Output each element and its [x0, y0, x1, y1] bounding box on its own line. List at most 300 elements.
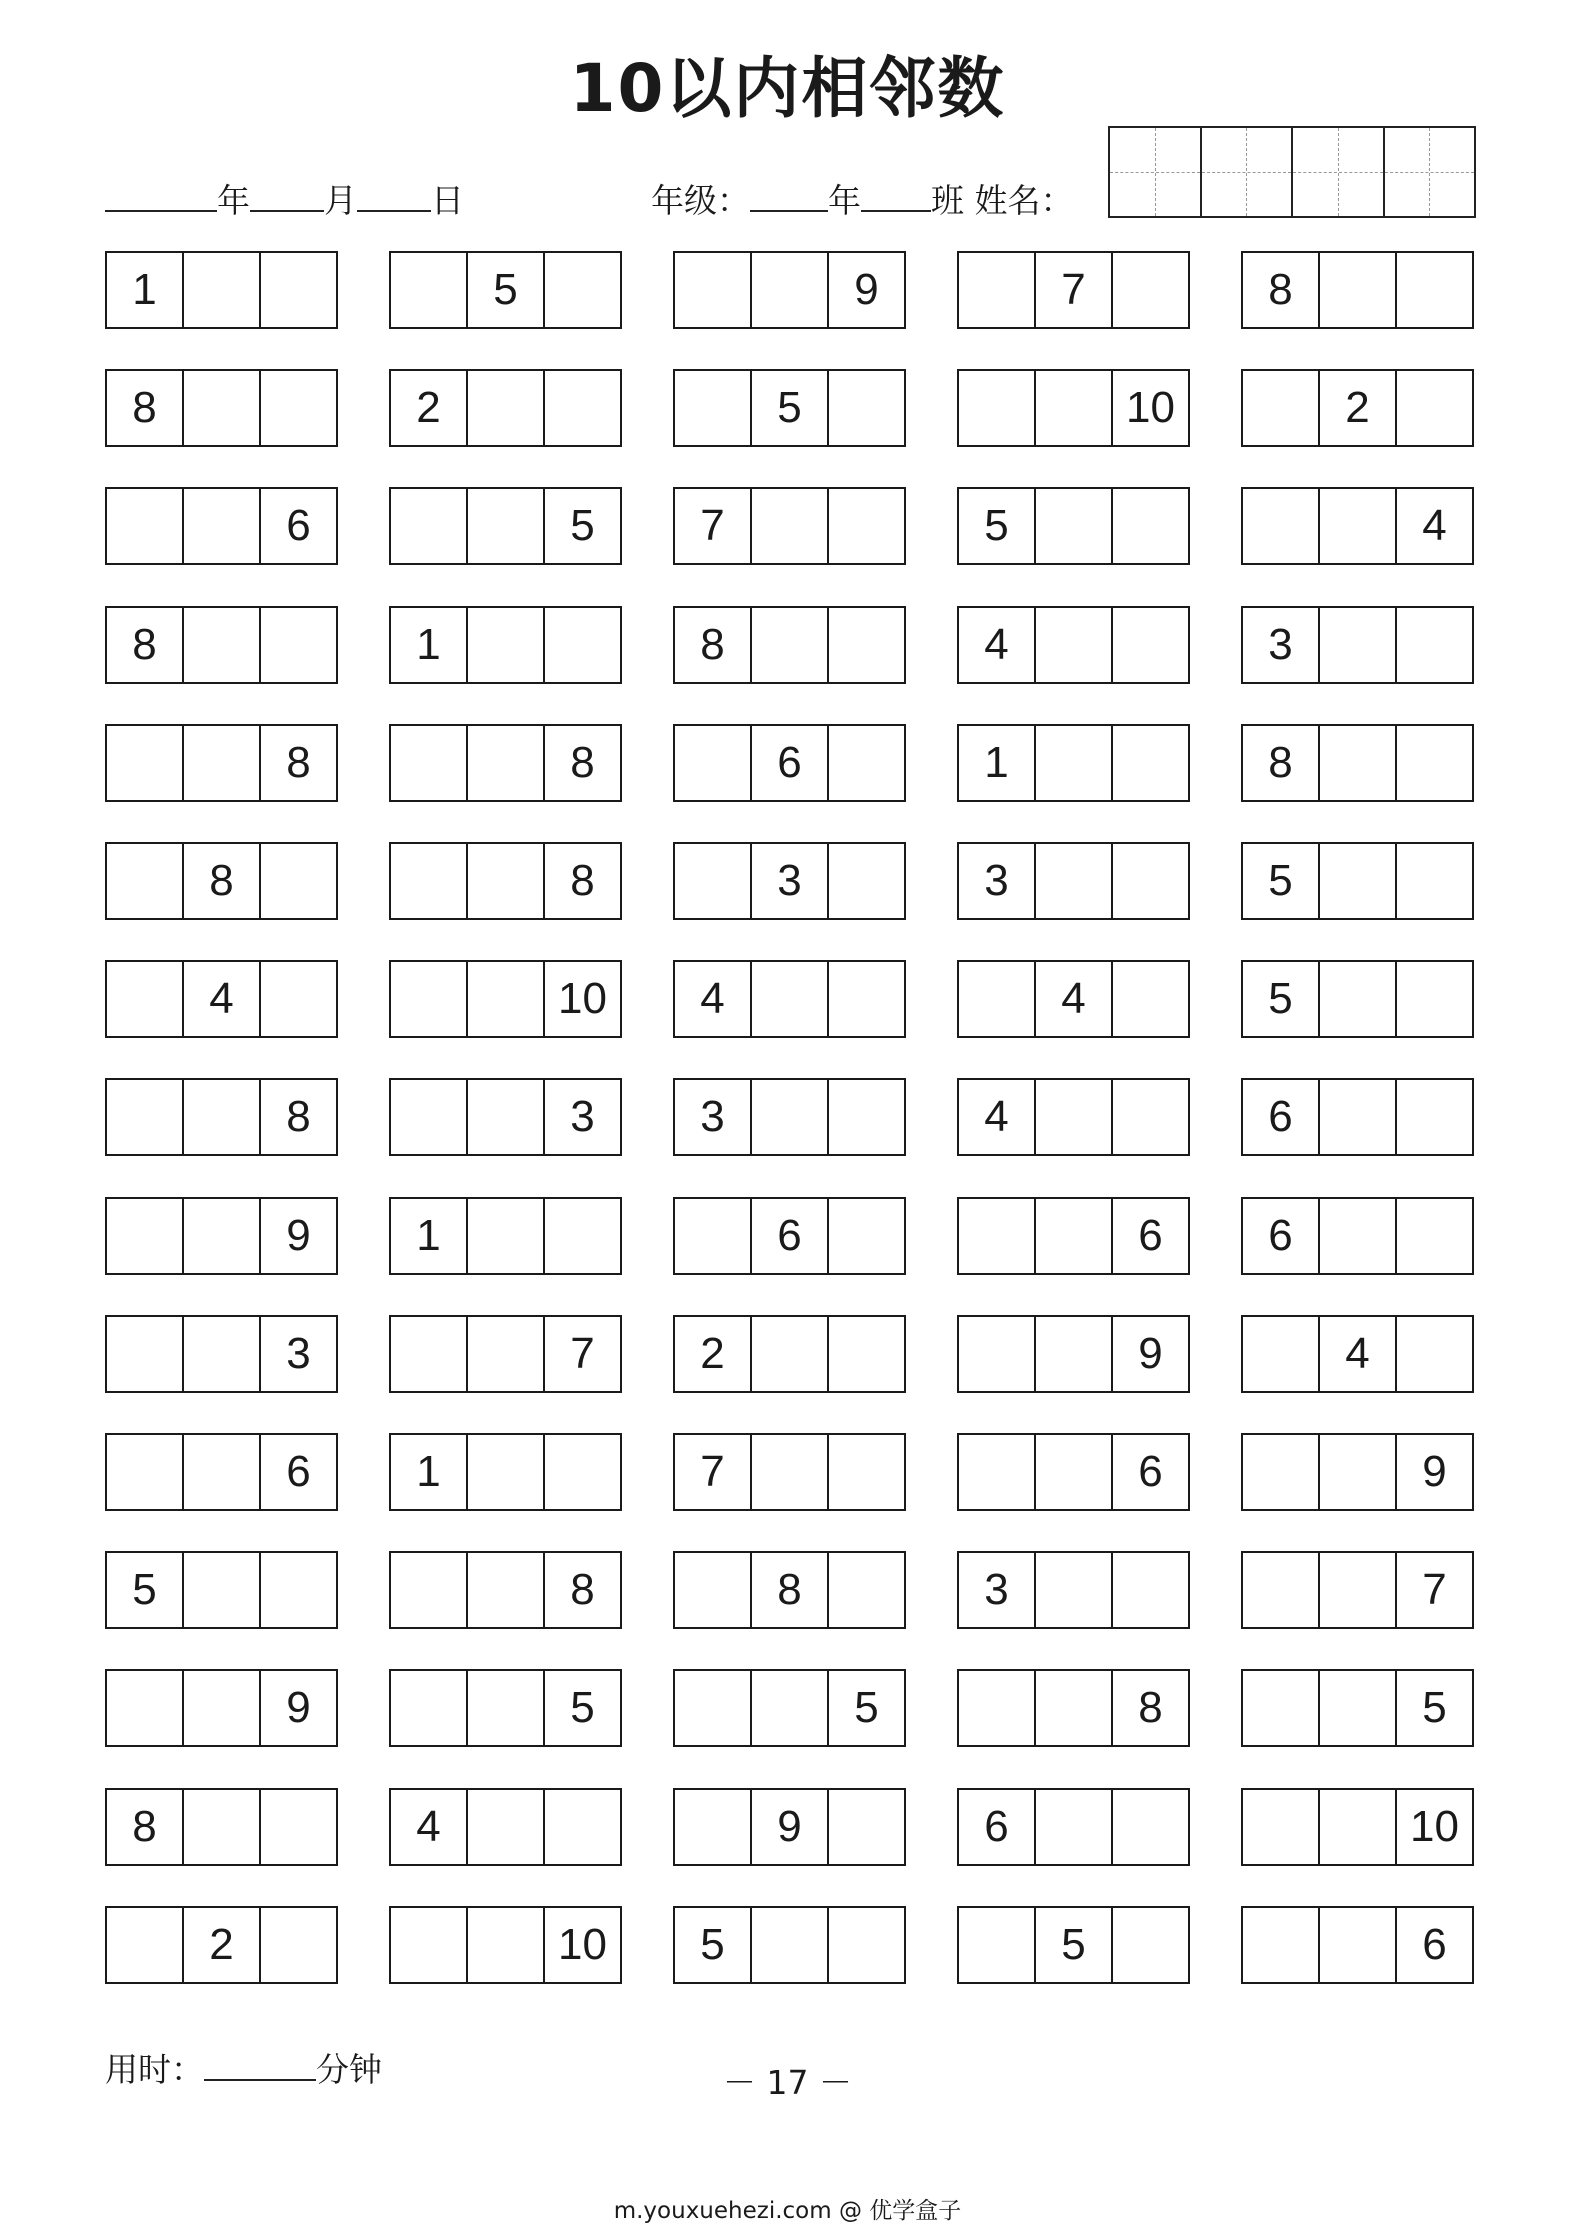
neighbor-number-box	[1241, 1788, 1474, 1866]
answer-cell[interactable]	[1320, 1080, 1397, 1154]
given-number-cell: 6	[1138, 1447, 1163, 1496]
given-number-cell: 8	[107, 608, 184, 682]
neighbor-number-box	[105, 1551, 338, 1629]
neighbor-number-box	[1241, 1433, 1474, 1511]
answer-cell[interactable]	[1397, 371, 1472, 445]
answer-cell[interactable]	[1320, 489, 1397, 563]
answer-cell[interactable]	[261, 1908, 336, 1982]
page-title: 10以内相邻数	[569, 50, 1006, 127]
answer-cell[interactable]	[752, 1317, 829, 1391]
neighbor-number-box	[389, 1669, 622, 1747]
neighbor-number-box	[957, 1078, 1190, 1156]
given-number-cell: 5	[675, 1908, 752, 1982]
answer-cell[interactable]	[107, 962, 184, 1036]
answer-cell[interactable]	[829, 962, 904, 1036]
given-number-cell: 8	[570, 1565, 595, 1614]
answer-cell[interactable]	[1320, 962, 1397, 1036]
answer-cell[interactable]	[1397, 1317, 1472, 1391]
answer-cell[interactable]	[1320, 1435, 1397, 1509]
given-number-cell: 5	[468, 253, 545, 327]
given-number-cell: 5	[107, 1553, 184, 1627]
given-number-cell: 5	[570, 1683, 595, 1732]
answer-cell[interactable]	[675, 1553, 752, 1627]
answer-cell[interactable]	[1397, 962, 1472, 1036]
given-number-cell: 2	[391, 371, 468, 445]
site-watermark: m.youxuehezi.com @ 优学盒子	[613, 2198, 962, 2224]
answer-cell[interactable]	[1320, 1671, 1397, 1745]
answer-cell[interactable]	[261, 1553, 336, 1627]
answer-cell[interactable]	[959, 1435, 1036, 1509]
answer-cell[interactable]	[1113, 1553, 1188, 1627]
neighbor-number-box	[389, 724, 622, 802]
answer-cell[interactable]	[1036, 1199, 1113, 1273]
given-number-cell: 9	[1138, 1329, 1163, 1378]
answer-cell[interactable]	[1243, 1671, 1320, 1745]
answer-cell[interactable]	[829, 1317, 904, 1391]
neighbor-number-box	[673, 1669, 906, 1747]
given-number-cell: 1	[391, 608, 468, 682]
given-number-cell: 4	[1422, 501, 1447, 550]
answer-cell[interactable]	[107, 489, 184, 563]
answer-cell[interactable]	[261, 962, 336, 1036]
answer-cell[interactable]	[261, 371, 336, 445]
given-number-cell: 4	[1036, 962, 1113, 1036]
answer-cell[interactable]	[545, 253, 620, 327]
neighbor-number-box	[105, 1906, 338, 1984]
answer-cell[interactable]	[261, 608, 336, 682]
answer-cell[interactable]	[959, 962, 1036, 1036]
name-writing-cell[interactable]	[1110, 128, 1202, 216]
answer-cell[interactable]	[261, 844, 336, 918]
answer-cell[interactable]	[468, 1790, 545, 1864]
answer-cell[interactable]	[1243, 489, 1320, 563]
neighbor-number-box	[673, 487, 906, 565]
given-number-cell: 1	[391, 1435, 468, 1509]
answer-cell[interactable]	[107, 1435, 184, 1509]
neighbor-number-box	[673, 724, 906, 802]
answer-cell[interactable]	[468, 1199, 545, 1273]
given-number-cell: 9	[854, 265, 879, 314]
neighbor-number-box	[389, 1551, 622, 1629]
answer-cell[interactable]	[959, 1317, 1036, 1391]
answer-cell[interactable]	[391, 1317, 468, 1391]
answer-cell[interactable]	[391, 1553, 468, 1627]
answer-cell[interactable]	[1113, 608, 1188, 682]
neighbor-number-box	[1241, 1551, 1474, 1629]
answer-cell[interactable]	[959, 1671, 1036, 1745]
answer-cell[interactable]	[1036, 1080, 1113, 1154]
answer-cell[interactable]	[184, 489, 261, 563]
neighbor-number-box	[1241, 960, 1474, 1038]
neighbor-number-box	[105, 487, 338, 565]
answer-cell[interactable]	[545, 1790, 620, 1864]
neighbor-number-box	[105, 960, 338, 1038]
given-number-cell: 9	[1422, 1447, 1447, 1496]
name-label: 姓名：	[974, 181, 1074, 220]
answer-cell[interactable]	[468, 726, 545, 800]
answer-cell[interactable]	[468, 962, 545, 1036]
answer-cell[interactable]	[1036, 1435, 1113, 1509]
neighbor-number-box	[957, 1197, 1190, 1275]
given-number-cell: 8	[107, 1790, 184, 1864]
neighbor-number-box	[389, 1197, 622, 1275]
answer-cell[interactable]	[1243, 1553, 1320, 1627]
answer-cell[interactable]	[1397, 1080, 1472, 1154]
answer-cell[interactable]	[468, 371, 545, 445]
neighbor-number-box	[957, 1788, 1190, 1866]
answer-cell[interactable]	[391, 489, 468, 563]
given-number-cell: 1	[959, 726, 1036, 800]
answer-cell[interactable]	[1320, 1553, 1397, 1627]
given-number-cell: 10	[1410, 1802, 1459, 1851]
answer-cell[interactable]	[184, 1553, 261, 1627]
neighbor-number-box	[673, 960, 906, 1038]
neighbor-number-box	[1241, 369, 1474, 447]
answer-cell[interactable]	[752, 608, 829, 682]
neighbor-number-box	[389, 369, 622, 447]
answer-cell[interactable]	[468, 1080, 545, 1154]
neighbor-number-box	[957, 724, 1190, 802]
time-label: 用时：	[105, 2050, 204, 2089]
neighbor-number-box	[673, 369, 906, 447]
answer-cell[interactable]	[1036, 1671, 1113, 1745]
answer-cell[interactable]	[391, 844, 468, 918]
neighbor-number-box	[957, 369, 1190, 447]
neighbor-number-box	[957, 960, 1190, 1038]
answer-cell[interactable]	[829, 1908, 904, 1982]
answer-cell[interactable]	[391, 962, 468, 1036]
answer-cell[interactable]	[1320, 1790, 1397, 1864]
answer-cell[interactable]	[107, 844, 184, 918]
answer-cell[interactable]	[1320, 253, 1397, 327]
given-number-cell: 6	[1243, 1199, 1320, 1273]
answer-cell[interactable]	[1113, 844, 1188, 918]
answer-cell[interactable]	[1320, 1199, 1397, 1273]
date-line	[105, 176, 464, 225]
answer-cell[interactable]	[829, 1199, 904, 1273]
answer-cell[interactable]	[1113, 962, 1188, 1036]
year-label: 年	[217, 181, 250, 220]
neighbor-number-box	[1241, 487, 1474, 565]
given-number-cell: 6	[752, 726, 829, 800]
answer-cell[interactable]	[107, 1080, 184, 1154]
day-blank[interactable]	[357, 176, 431, 212]
answer-cell[interactable]	[184, 1080, 261, 1154]
neighbor-number-box	[389, 960, 622, 1038]
answer-cell[interactable]	[107, 1908, 184, 1982]
answer-cell[interactable]	[468, 1435, 545, 1509]
answer-cell[interactable]	[752, 1671, 829, 1745]
answer-cell[interactable]	[107, 1671, 184, 1745]
given-number-cell: 10	[558, 1920, 607, 1969]
given-number-cell: 6	[959, 1790, 1036, 1864]
given-number-cell: 7	[675, 1435, 752, 1509]
answer-cell[interactable]	[261, 1790, 336, 1864]
answer-cell[interactable]	[1113, 726, 1188, 800]
answer-cell[interactable]	[1320, 844, 1397, 918]
answer-cell[interactable]	[829, 844, 904, 918]
answer-cell[interactable]	[391, 253, 468, 327]
given-number-cell: 5	[570, 501, 595, 550]
answer-cell[interactable]	[752, 1908, 829, 1982]
day-label: 日	[431, 181, 464, 220]
answer-cell[interactable]	[468, 1908, 545, 1982]
answer-cell[interactable]	[1113, 1908, 1188, 1982]
given-number-cell: 8	[1243, 726, 1320, 800]
neighbor-number-box	[105, 606, 338, 684]
answer-cell[interactable]	[1320, 1908, 1397, 1982]
answer-cell[interactable]	[545, 1435, 620, 1509]
neighbor-number-box	[1241, 1669, 1474, 1747]
answer-cell[interactable]	[1397, 253, 1472, 327]
neighbor-number-box	[673, 1078, 906, 1156]
neighbor-number-box	[673, 1906, 906, 1984]
answer-cell[interactable]	[675, 253, 752, 327]
neighbor-number-box	[389, 842, 622, 920]
answer-cell[interactable]	[829, 726, 904, 800]
name-writing-grid[interactable]	[1108, 126, 1476, 218]
answer-cell[interactable]	[1036, 726, 1113, 800]
answer-cell[interactable]	[1320, 608, 1397, 682]
neighbor-number-box	[957, 1315, 1190, 1393]
answer-cell[interactable]	[1036, 844, 1113, 918]
answer-cell[interactable]	[675, 371, 752, 445]
neighbor-number-box	[1241, 251, 1474, 329]
month-blank[interactable]	[250, 176, 324, 212]
given-number-cell: 5	[1422, 1683, 1447, 1732]
given-number-cell: 8	[1138, 1683, 1163, 1732]
answer-cell[interactable]	[184, 726, 261, 800]
answer-cell[interactable]	[184, 371, 261, 445]
answer-cell[interactable]	[829, 608, 904, 682]
given-number-cell: 6	[1243, 1080, 1320, 1154]
neighbor-number-box	[673, 842, 906, 920]
neighbor-number-box	[1241, 724, 1474, 802]
answer-cell[interactable]	[107, 1317, 184, 1391]
answer-cell[interactable]	[1036, 371, 1113, 445]
given-number-cell: 6	[752, 1199, 829, 1273]
answer-cell[interactable]	[391, 1908, 468, 1982]
given-number-cell: 3	[570, 1092, 595, 1141]
given-number-cell: 10	[558, 974, 607, 1023]
given-number-cell: 2	[675, 1317, 752, 1391]
answer-cell[interactable]	[468, 608, 545, 682]
answer-cell[interactable]	[1243, 1790, 1320, 1864]
answer-cell[interactable]	[829, 1790, 904, 1864]
answer-cell[interactable]	[391, 726, 468, 800]
answer-cell[interactable]	[184, 1790, 261, 1864]
answer-cell[interactable]	[752, 253, 829, 327]
answer-cell[interactable]	[468, 1553, 545, 1627]
neighbor-number-box	[389, 1078, 622, 1156]
given-number-cell: 6	[286, 1447, 311, 1496]
neighbor-number-box	[105, 1433, 338, 1511]
answer-cell[interactable]	[1036, 489, 1113, 563]
grade-year-blank[interactable]	[750, 176, 828, 212]
answer-cell[interactable]	[752, 962, 829, 1036]
given-number-cell: 4	[959, 608, 1036, 682]
given-number-cell: 7	[675, 489, 752, 563]
answer-cell[interactable]	[107, 726, 184, 800]
neighbor-number-box	[673, 1788, 906, 1866]
neighbor-number-box	[673, 1197, 906, 1275]
answer-cell[interactable]	[1243, 1317, 1320, 1391]
neighbor-number-box	[673, 606, 906, 684]
neighbor-number-box	[389, 1906, 622, 1984]
answer-cell[interactable]	[829, 371, 904, 445]
answer-cell[interactable]	[829, 1080, 904, 1154]
minutes-label: 分钟	[316, 2050, 382, 2089]
answer-cell[interactable]	[1243, 371, 1320, 445]
neighbor-number-box	[957, 251, 1190, 329]
given-number-cell: 5	[1036, 1908, 1113, 1982]
answer-cell[interactable]	[391, 1671, 468, 1745]
answer-cell[interactable]	[1397, 608, 1472, 682]
answer-cell[interactable]	[545, 371, 620, 445]
given-number-cell: 3	[959, 1553, 1036, 1627]
answer-cell[interactable]	[1113, 253, 1188, 327]
neighbor-number-box	[1241, 842, 1474, 920]
given-number-cell: 4	[959, 1080, 1036, 1154]
given-number-cell: 8	[286, 1092, 311, 1141]
answer-cell[interactable]	[545, 608, 620, 682]
given-number-cell: 4	[184, 962, 261, 1036]
neighbor-number-box	[105, 251, 338, 329]
answer-cell[interactable]	[468, 844, 545, 918]
name-writing-cell[interactable]	[1202, 128, 1294, 216]
answer-cell[interactable]	[1036, 1317, 1113, 1391]
grade-class-label: 班	[931, 181, 964, 220]
neighbor-number-box	[389, 487, 622, 565]
answer-cell[interactable]	[1036, 1790, 1113, 1864]
year-blank[interactable]	[105, 176, 217, 212]
neighbor-number-box	[389, 1315, 622, 1393]
answer-cell[interactable]	[1113, 1790, 1188, 1864]
given-number-cell: 3	[959, 844, 1036, 918]
answer-cell[interactable]	[675, 1671, 752, 1745]
answer-cell[interactable]	[184, 1671, 261, 1745]
given-number-cell: 5	[1243, 844, 1320, 918]
given-number-cell: 3	[752, 844, 829, 918]
given-number-cell: 6	[1138, 1211, 1163, 1260]
given-number-cell: 8	[1243, 253, 1320, 327]
neighbor-number-box	[389, 1433, 622, 1511]
answer-cell[interactable]	[184, 253, 261, 327]
answer-cell[interactable]	[675, 1199, 752, 1273]
name-writing-cell[interactable]	[1385, 128, 1475, 216]
answer-cell[interactable]	[675, 1790, 752, 1864]
given-number-cell: 5	[854, 1683, 879, 1732]
answer-cell[interactable]	[1243, 1435, 1320, 1509]
answer-cell[interactable]	[959, 1199, 1036, 1273]
neighbor-number-box	[105, 1669, 338, 1747]
given-number-cell: 1	[391, 1199, 468, 1273]
answer-cell[interactable]	[468, 1317, 545, 1391]
answer-cell[interactable]	[107, 1199, 184, 1273]
given-number-cell: 4	[391, 1790, 468, 1864]
answer-cell[interactable]	[1397, 726, 1472, 800]
answer-cell[interactable]	[1397, 844, 1472, 918]
neighbor-number-box	[105, 842, 338, 920]
neighbor-number-box	[957, 1433, 1190, 1511]
given-number-cell: 8	[107, 371, 184, 445]
month-label: 月	[324, 181, 357, 220]
answer-cell[interactable]	[1113, 489, 1188, 563]
neighbor-number-box	[105, 1197, 338, 1275]
answer-cell[interactable]	[391, 1080, 468, 1154]
answer-cell[interactable]	[1397, 1199, 1472, 1273]
answer-cell[interactable]	[1320, 726, 1397, 800]
grade-line	[651, 176, 1074, 225]
neighbor-number-box	[105, 1788, 338, 1866]
neighbor-number-box	[1241, 606, 1474, 684]
neighbor-number-box	[957, 606, 1190, 684]
page-number: － 17 －	[723, 2063, 852, 2102]
name-writing-cell[interactable]	[1293, 128, 1385, 216]
answer-cell[interactable]	[829, 1435, 904, 1509]
neighbor-number-box	[389, 1788, 622, 1866]
answer-cell[interactable]	[752, 1435, 829, 1509]
given-number-cell: 5	[959, 489, 1036, 563]
answer-cell[interactable]	[752, 1080, 829, 1154]
answer-cell[interactable]	[545, 1199, 620, 1273]
answer-cell[interactable]	[184, 1199, 261, 1273]
answer-cell[interactable]	[959, 1908, 1036, 1982]
answer-cell[interactable]	[829, 489, 904, 563]
neighbor-number-box	[1241, 1906, 1474, 1984]
answer-cell[interactable]	[1243, 1908, 1320, 1982]
given-number-cell: 4	[1320, 1317, 1397, 1391]
neighbor-number-box	[957, 1551, 1190, 1629]
neighbor-number-box	[1241, 1197, 1474, 1275]
answer-cell[interactable]	[1113, 1080, 1188, 1154]
answer-cell[interactable]	[1036, 608, 1113, 682]
answer-cell[interactable]	[675, 726, 752, 800]
neighbor-number-box	[1241, 1078, 1474, 1156]
answer-cell[interactable]	[468, 489, 545, 563]
answer-cell[interactable]	[675, 844, 752, 918]
answer-cell[interactable]	[959, 253, 1036, 327]
given-number-cell: 1	[107, 253, 184, 327]
grade-class-blank[interactable]	[861, 176, 931, 212]
answer-cell[interactable]	[752, 489, 829, 563]
answer-cell[interactable]	[261, 253, 336, 327]
given-number-cell: 3	[1243, 608, 1320, 682]
answer-cell[interactable]	[184, 1435, 261, 1509]
answer-cell[interactable]	[468, 1671, 545, 1745]
answer-cell[interactable]	[959, 371, 1036, 445]
given-number-cell: 7	[570, 1329, 595, 1378]
neighbor-number-box	[673, 1433, 906, 1511]
given-number-cell: 10	[1126, 383, 1175, 432]
grade-year-label: 年	[828, 181, 861, 220]
given-number-cell: 6	[1422, 1920, 1447, 1969]
given-number-cell: 9	[286, 1211, 311, 1260]
neighbor-number-box	[957, 1669, 1190, 1747]
neighbor-number-box	[673, 1551, 906, 1629]
given-number-cell: 8	[752, 1553, 829, 1627]
given-number-cell: 9	[286, 1683, 311, 1732]
answer-cell[interactable]	[184, 608, 261, 682]
answer-cell[interactable]	[829, 1553, 904, 1627]
neighbor-number-box	[389, 606, 622, 684]
neighbor-number-box	[105, 1078, 338, 1156]
given-number-cell: 4	[675, 962, 752, 1036]
answer-cell[interactable]	[1036, 1553, 1113, 1627]
given-number-cell: 8	[286, 738, 311, 787]
answer-cell[interactable]	[184, 1317, 261, 1391]
given-number-cell: 8	[675, 608, 752, 682]
